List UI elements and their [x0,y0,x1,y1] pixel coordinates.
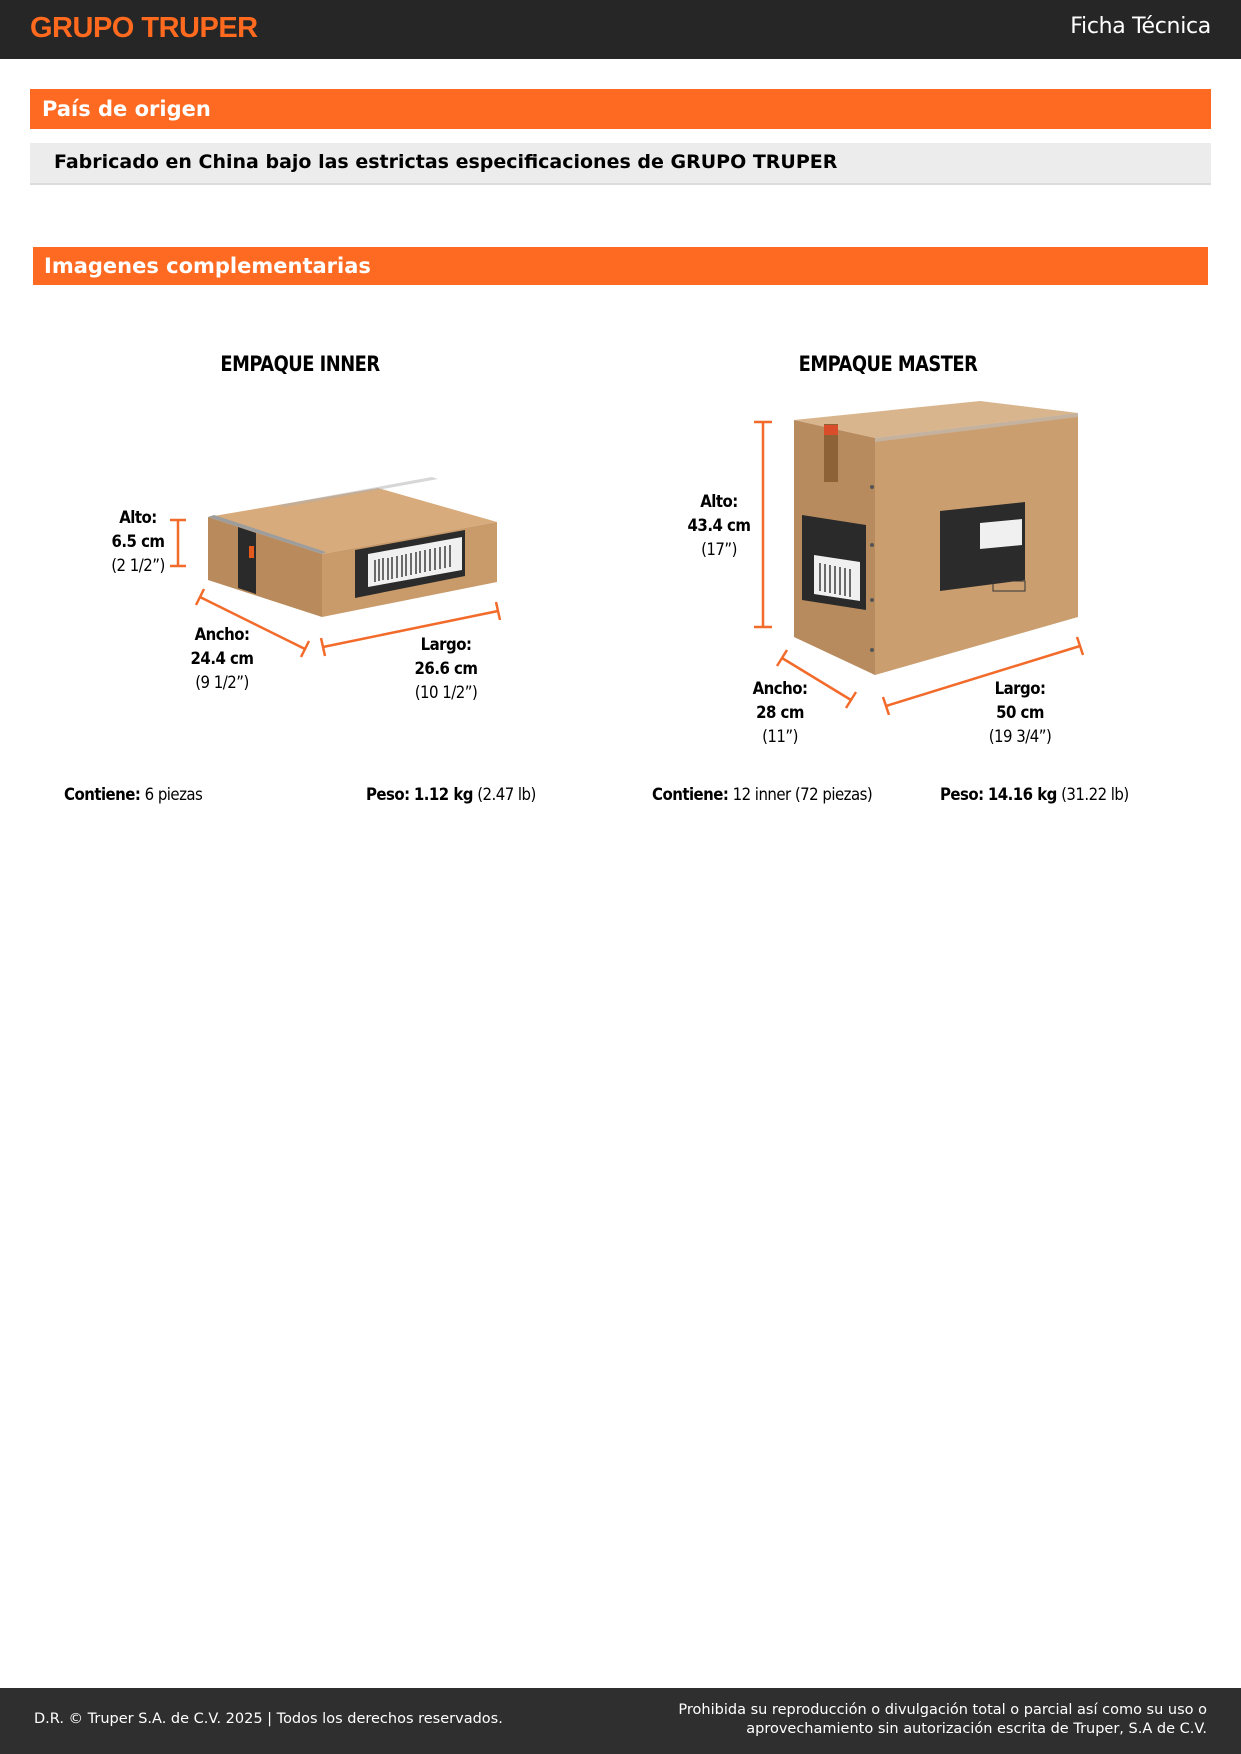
inner-peso [366,785,536,805]
inner-ancho-cm: 24.4 cm [190,649,254,669]
origin-heading: País de origen [42,97,211,121]
master-contiene [652,785,872,805]
master-ancho-title: Ancho: [752,679,808,699]
origin-text: Fabricado en China bajo las estrictas especificaciones de GRUPO TRUPER [54,151,838,173]
master-ancho-label [736,677,824,749]
master-peso-lb: (31.22 lb) [1061,785,1129,805]
inner-alto-title: Alto: [119,508,157,528]
inner-alto-label [94,506,182,578]
inner-title: EMPAQUE INNER [220,352,380,376]
footer-bar [0,1688,1241,1754]
master-alto-cm: 43.4 cm [687,516,751,536]
document-type: Ficha Técnica [1070,14,1211,39]
origin-heading-bar [30,89,1211,129]
master-title: EMPAQUE MASTER [798,352,978,376]
inner-peso-label: Peso: [366,785,410,805]
images-heading: Imagenes complementarias [44,254,371,278]
inner-largo-title: Largo: [420,635,472,655]
inner-contiene-label: Contiene: [64,785,141,805]
inner-ancho-label [178,623,266,695]
master-largo-in: (19 3/4”) [988,727,1052,747]
master-alto-in: (17”) [701,540,737,560]
inner-largo-in: (10 1/2”) [414,683,478,703]
inner-peso-kg: 1.12 kg [413,785,473,805]
master-alto-label [675,490,763,562]
master-peso-label: Peso: [940,785,984,805]
footer-notice-line2: aprovechamiento sin autorización escrita de Truper, S.A de C.V. [746,1721,1207,1737]
master-largo-label [976,677,1064,749]
inner-ancho-in: (9 1/2”) [195,673,249,693]
inner-contiene [64,785,202,805]
master-dimension-lines [750,415,1100,715]
master-largo-title: Largo: [994,679,1046,699]
master-ancho-cm: 28 cm [756,703,804,723]
master-ancho-in: (11”) [762,727,798,747]
company-logo: GRUPO TRUPER [30,12,258,44]
images-heading-bar [33,247,1208,285]
inner-alto-in: (2 1/2”) [111,556,165,576]
master-contiene-value: 12 inner (72 piezas) [732,785,873,805]
inner-ancho-title: Ancho: [194,625,250,645]
inner-largo-label [402,633,490,705]
origin-box [30,143,1211,185]
master-largo-cm: 50 cm [996,703,1044,723]
inner-peso-lb: (2.47 lb) [477,785,536,805]
inner-alto-cm: 6.5 cm [111,532,165,552]
footer-copyright: D.R. © Truper S.A. de C.V. 2025 | Todos los derechos reservados. [34,1711,503,1727]
master-peso [940,785,1129,805]
inner-largo-cm: 26.6 cm [414,659,478,679]
footer-notice [647,1701,1207,1739]
master-peso-kg: 14.16 kg [987,785,1057,805]
footer-notice-line1: Prohibida su reproducción o divulgación total o parcial así como su uso o [678,1702,1207,1718]
master-contiene-label: Contiene: [652,785,729,805]
header-bar [0,0,1241,59]
master-alto-title: Alto: [700,492,738,512]
inner-contiene-value: 6 piezas [144,785,203,805]
